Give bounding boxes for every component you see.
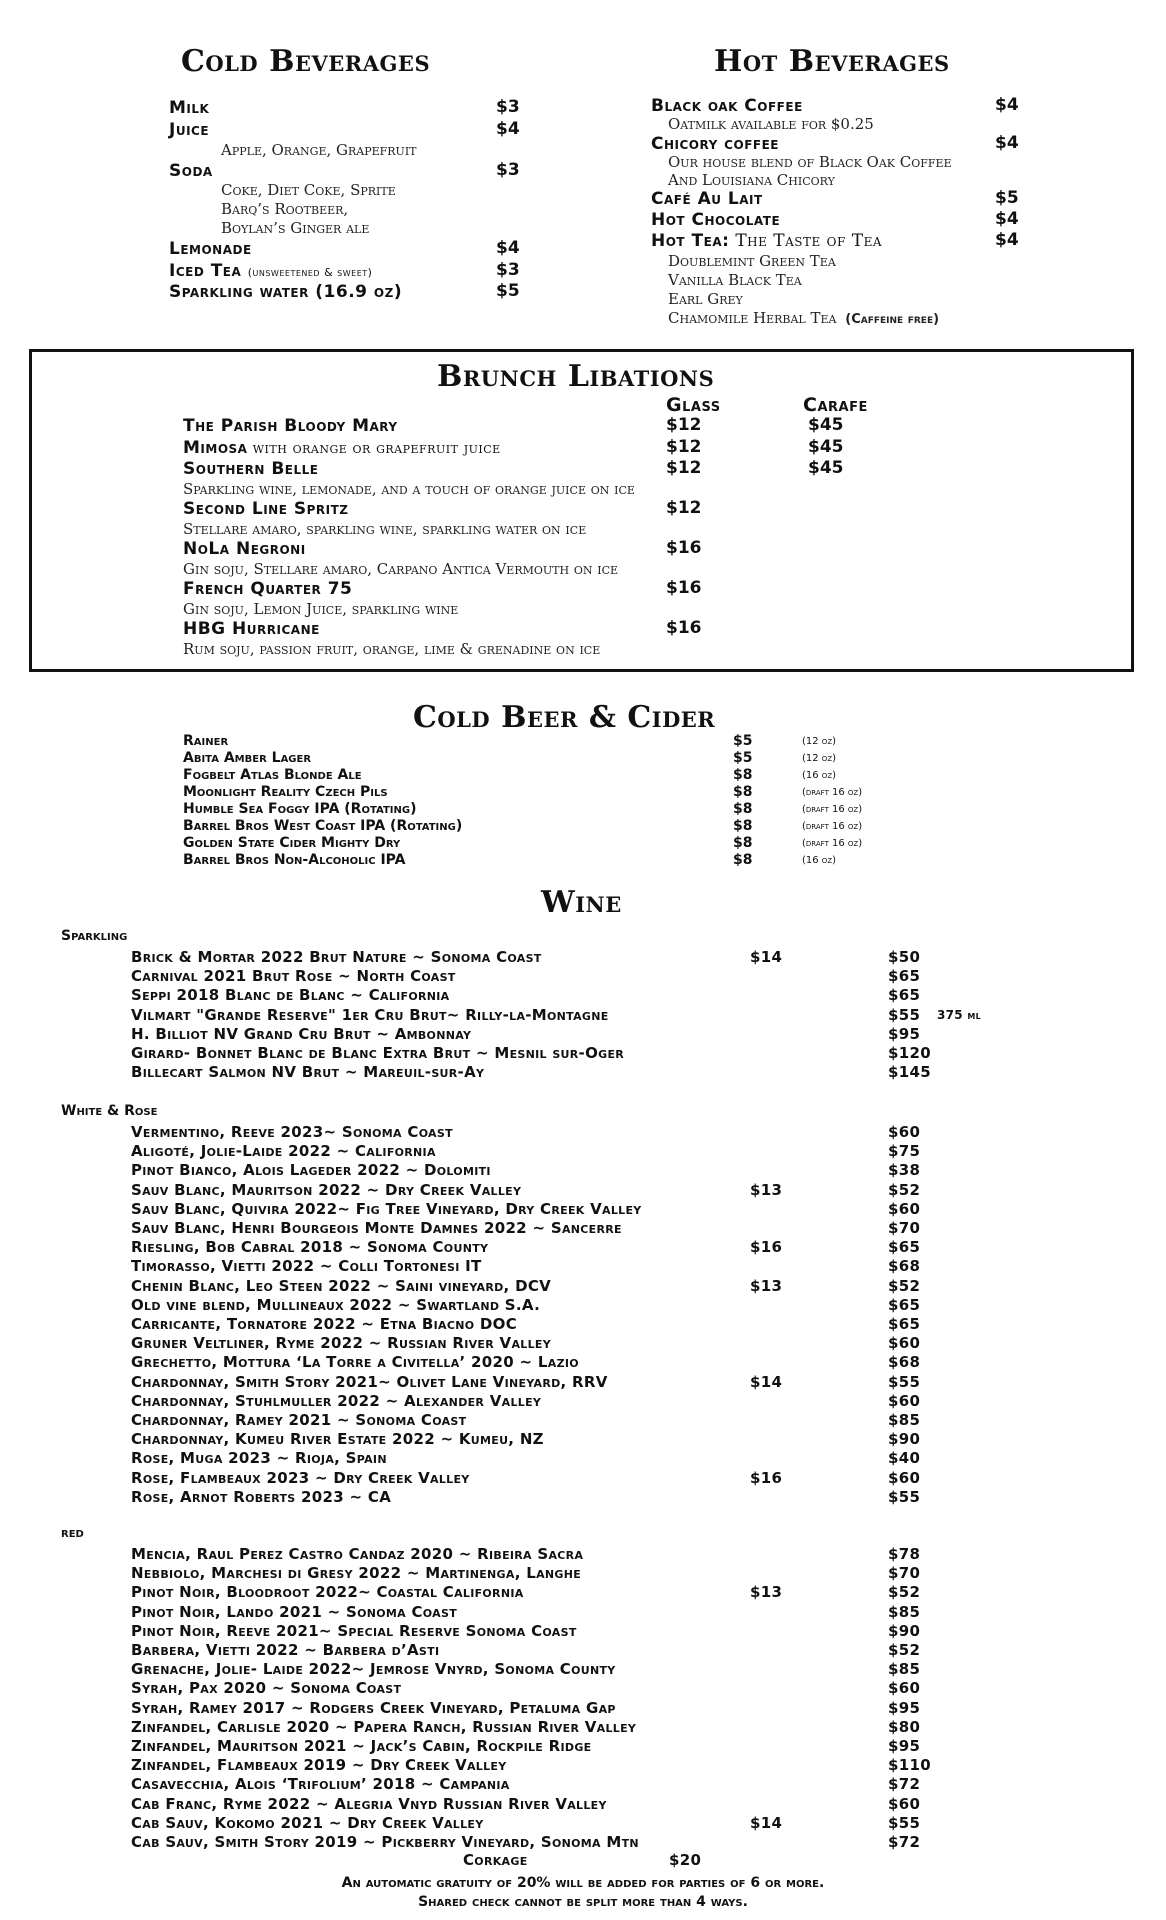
wine-item-name: Mencia, Raul Perez Castro Candaz 2020 ~ Ribeira Sacra [131, 1545, 584, 1563]
cold-soda-sub-2: Barq’s Rootbeer, [221, 200, 349, 218]
wine-item-name: Nebbiolo, Marchesi di Gresy 2022 ~ Martinenga, Langhe [131, 1564, 582, 1582]
wine-bottle-price: $55 [888, 1488, 921, 1506]
wine-size-note: 375 ml [937, 1008, 982, 1022]
brunch-carafe-mimosa: $45 [808, 437, 844, 457]
beer-size: (12 oz) [802, 753, 837, 764]
cold-item-lemonade: Lemonade [169, 239, 252, 259]
wine-glass-price: $13 [750, 1181, 783, 1199]
cold-juice-sub: Apple, Orange, Grapefruit [221, 141, 417, 159]
brunch-item-bloody-mary: The Parish Bloody Mary [183, 416, 398, 436]
brunch-glass-second-line: $12 [666, 498, 702, 518]
hot-item-chicory: Chicory coffee [651, 134, 779, 154]
wine-bottle-price: $52 [888, 1277, 921, 1295]
wine-glass-price: $16 [750, 1469, 783, 1487]
hot-price-cafe-au-lait: $5 [995, 188, 1019, 208]
hot-tea-brand: The Taste of Tea [729, 231, 883, 251]
wine-bottle-price: $85 [888, 1603, 921, 1621]
wine-bottle-price: $60 [888, 1469, 921, 1487]
hot-tea-sub-4 [668, 309, 939, 327]
wine-bottle-price: $65 [888, 1315, 921, 1333]
beer-size: (draft 16 oz) [802, 787, 863, 798]
hot-black-oak-sub: Oatmilk available for $0.25 [668, 115, 874, 133]
beer-price: $8 [733, 784, 753, 800]
wine-glass-price: $13 [750, 1583, 783, 1601]
wine-bottle-price: $68 [888, 1353, 921, 1371]
wine-glass-price: $14 [750, 948, 783, 966]
mimosa-note: with orange or grapefruit juice [247, 439, 501, 457]
wine-item-name: Girard- Bonnet Blanc de Blanc Extra Brut ~ Mesnil sur-Oger [131, 1044, 625, 1062]
hot-price-chicory: $4 [995, 133, 1019, 153]
beer-size: (12 oz) [802, 736, 837, 747]
wine-item-name: Chardonnay, Kumeu River Estate 2022 ~ Kumeu, NZ [131, 1430, 544, 1448]
wine-item-name: Sauv Blanc, Mauritson 2022 ~ Dry Creek Valley [131, 1181, 522, 1199]
wine-bottle-price: $38 [888, 1161, 921, 1179]
hot-item-hot-tea [651, 231, 882, 251]
beer-size: (draft 16 oz) [802, 821, 863, 832]
wine-item-name: H. Billiot NV Grand Cru Brut ~ Ambonnay [131, 1025, 472, 1043]
hot-item-cafe-au-lait: Café Au Lait [651, 189, 763, 209]
wine-item-name: Pinot Bianco, Alois Lageder 2022 ~ Dolomiti [131, 1161, 491, 1179]
wine-bottle-price: $55 [888, 1814, 921, 1832]
wine-bottle-price: $95 [888, 1025, 921, 1043]
wine-bottle-price: $120 [888, 1044, 931, 1062]
wine-item-name: Carricante, Tornatore 2022 ~ Etna Biacno DOC [131, 1315, 518, 1333]
beer-item: Fogbelt Atlas Blonde Ale [183, 767, 362, 783]
wine-item-name: Seppi 2018 Blanc de Blanc ~ California [131, 986, 450, 1004]
wine-bottle-price: $70 [888, 1564, 921, 1582]
wine-bottle-price: $78 [888, 1545, 921, 1563]
wine-item-name: Syrah, Ramey 2017 ~ Rodgers Creek Vineyard, Petaluma Gap [131, 1699, 616, 1717]
wine-glass-price: $16 [750, 1238, 783, 1256]
wine-item-name: Chardonnay, Ramey 2021 ~ Sonoma Coast [131, 1411, 467, 1429]
wine-item-name: Pinot Noir, Bloodroot 2022~ Coastal California [131, 1583, 524, 1601]
wine-bottle-price: $55 [888, 1006, 921, 1024]
wine-item-name: Cab Sauv, Kokomo 2021 ~ Dry Creek Valley [131, 1814, 484, 1832]
wine-bottle-price: $65 [888, 1238, 921, 1256]
hot-tea-sub-3: Earl Grey [668, 290, 743, 308]
wine-bottle-price: $50 [888, 948, 921, 966]
brunch-carafe-southern-belle: $45 [808, 458, 844, 478]
corkage-label: Corkage [463, 1851, 528, 1869]
brunch-glass-hbg-hurricane: $16 [666, 618, 702, 638]
wine-bottle-price: $60 [888, 1123, 921, 1141]
hot-tea-sub-2: Vanilla Black Tea [668, 271, 802, 289]
cold-item-juice: Juice [169, 120, 210, 140]
wine-item-name: Casavecchia, Alois ‘Trifolium’ 2018 ~ Campania [131, 1775, 510, 1793]
wine-item-name: Riesling, Bob Cabral 2018 ~ Sonoma County [131, 1238, 489, 1256]
beer-title: Cold Beer & Cider [413, 700, 716, 735]
wine-category-red: red [61, 1525, 84, 1541]
wine-item-name: Old vine blend, Mullineaux 2022 ~ Swartland S.A. [131, 1296, 541, 1314]
wine-bottle-price: $70 [888, 1219, 921, 1237]
wine-category-sparkling: Sparkling [61, 928, 128, 944]
wine-bottle-price: $52 [888, 1641, 921, 1659]
wine-item-name: Zinfandel, Flambeaux 2019 ~ Dry Creek Valley [131, 1756, 507, 1774]
wine-bottle-price: $60 [888, 1679, 921, 1697]
hot-item-hot-chocolate: Hot Chocolate [651, 210, 781, 230]
beer-price: $8 [733, 852, 753, 868]
carafe-column-header: Carafe [803, 394, 868, 416]
cold-price-soda: $3 [496, 160, 520, 180]
wine-item-name: Sauv Blanc, Quivira 2022~ Fig Tree Vineyard, Dry Creek Valley [131, 1200, 642, 1218]
wine-item-name: Cab Sauv, Smith Story 2019 ~ Pickberry Vineyard, Sonoma Mtn [131, 1833, 639, 1851]
wine-glass-price: $14 [750, 1373, 783, 1391]
cold-price-sparkling-water: $5 [496, 281, 520, 301]
wine-item-name: Cab Franc, Ryme 2022 ~ Alegria Vnyd Russian River Valley [131, 1795, 607, 1813]
wine-item-name: Rose, Muga 2023 ~ Rioja, Spain [131, 1449, 387, 1467]
wine-title: Wine [541, 885, 622, 920]
beer-price: $8 [733, 818, 753, 834]
wine-bottle-price: $60 [888, 1795, 921, 1813]
beer-item: Humble Sea Foggy IPA (Rotating) [183, 801, 417, 817]
brunch-title: Brunch Libations [437, 359, 715, 394]
wine-item-name: Vermentino, Reeve 2023~ Sonoma Coast [131, 1123, 453, 1141]
wine-item-name: Gruner Veltliner, Ryme 2022 ~ Russian River Valley [131, 1334, 551, 1352]
beer-price: $8 [733, 767, 753, 783]
wine-item-name: Vilmart "Grande Reserve" 1er Cru Brut~ Rilly-la-Montagne [131, 1006, 609, 1024]
wine-item-name: Pinot Noir, Reeve 2021~ Special Reserve Sonoma Coast [131, 1622, 577, 1640]
split-check-note: Shared check cannot be split more than 4 ways. [418, 1894, 748, 1910]
wine-bottle-price: $40 [888, 1449, 921, 1467]
hot-chicory-sub-2: And Louisiana Chicory [668, 171, 835, 189]
wine-item-name: Sauv Blanc, Henri Bourgeois Monte Damnes 2022 ~ Sancerre [131, 1219, 622, 1237]
wine-bottle-price: $85 [888, 1660, 921, 1678]
wine-item-name: Zinfandel, Mauritson 2021 ~ Jack’s Cabin, Rockpile Ridge [131, 1737, 592, 1755]
wine-bottle-price: $75 [888, 1142, 921, 1160]
cold-beverages-title: Cold Beverages [181, 44, 431, 79]
wine-item-name: Timorasso, Vietti 2022 ~ Colli Tortonesi IT [131, 1257, 482, 1275]
beer-item: Rainer [183, 733, 229, 749]
hot-item-black-oak: Black oak Coffee [651, 96, 803, 116]
brunch-desc-hbg-hurricane: Rum soju, passion fruit, orange, lime & grenadine on ice [183, 640, 601, 658]
beer-item: Moonlight Reality Czech Pils [183, 784, 388, 800]
cold-price-milk: $3 [496, 97, 520, 117]
wine-bottle-price: $95 [888, 1699, 921, 1717]
beer-item: Abita Amber Lager [183, 750, 312, 766]
wine-item-name: Syrah, Pax 2020 ~ Sonoma Coast [131, 1679, 402, 1697]
cold-price-lemonade: $4 [496, 238, 520, 258]
wine-item-name: Rose, Arnot Roberts 2023 ~ CA [131, 1488, 392, 1506]
beer-item: Barrel Bros Non-Alcoholic IPA [183, 852, 406, 868]
wine-item-name: Zinfandel, Carlisle 2020 ~ Papera Ranch, Russian River Valley [131, 1718, 637, 1736]
wine-item-name: Brick & Mortar 2022 Brut Nature ~ Sonoma Coast [131, 948, 542, 966]
cold-item-milk: Milk [169, 98, 210, 118]
wine-bottle-price: $65 [888, 986, 921, 1004]
wine-bottle-price: $110 [888, 1756, 931, 1774]
cold-price-iced-tea: $3 [496, 260, 520, 280]
brunch-glass-french-quarter: $16 [666, 578, 702, 598]
brunch-desc-second-line: Stellare amaro, sparkling wine, sparkling water on ice [183, 520, 587, 538]
wine-item-name: Chardonnay, Stuhlmuller 2022 ~ Alexander Valley [131, 1392, 542, 1410]
brunch-item-southern-belle: Southern Belle [183, 459, 319, 479]
glass-column-header: Glass [666, 394, 721, 416]
wine-bottle-price: $65 [888, 1296, 921, 1314]
hot-price-hot-chocolate: $4 [995, 209, 1019, 229]
wine-item-name: Aligoté, Jolie-Laide 2022 ~ California [131, 1142, 436, 1160]
cold-soda-sub-3: Boylan’s Ginger ale [221, 219, 370, 237]
wine-glass-price: $14 [750, 1814, 783, 1832]
wine-bottle-price: $72 [888, 1775, 921, 1793]
wine-bottle-price: $55 [888, 1373, 921, 1391]
caffeine-free-note: (Caffeine free) [845, 312, 940, 327]
wine-bottle-price: $52 [888, 1583, 921, 1601]
corkage-price: $20 [669, 1851, 702, 1869]
hot-beverages-title: Hot Beverages [714, 44, 950, 79]
beer-size: (16 oz) [802, 855, 837, 866]
beer-price: $5 [733, 750, 753, 766]
beer-price: $8 [733, 835, 753, 851]
cold-item-sparkling-water: Sparkling water (16.9 oz) [169, 282, 403, 302]
cold-price-juice: $4 [496, 119, 520, 139]
wine-bottle-price: $60 [888, 1392, 921, 1410]
wine-category-white-rose: White & Rose [61, 1103, 158, 1119]
hot-tea-label: Hot Tea: [651, 231, 730, 251]
brunch-glass-southern-belle: $12 [666, 458, 702, 478]
brunch-item-mimosa [183, 438, 501, 458]
wine-item-name: Chardonnay, Smith Story 2021~ Olivet Lane Vineyard, RRV [131, 1373, 608, 1391]
wine-bottle-price: $95 [888, 1737, 921, 1755]
brunch-glass-mimosa: $12 [666, 437, 702, 457]
wine-bottle-price: $72 [888, 1833, 921, 1851]
iced-tea-note: (unsweetened & sweet) [247, 266, 373, 279]
wine-bottle-price: $90 [888, 1622, 921, 1640]
wine-item-name: Grenache, Jolie- Laide 2022~ Jemrose Vnyrd, Sonoma County [131, 1660, 616, 1678]
wine-item-name: Chenin Blanc, Leo Steen 2022 ~ Saini vineyard, DCV [131, 1277, 552, 1295]
wine-item-name: Barbera, Vietti 2022 ~ Barbera d’Asti [131, 1641, 440, 1659]
brunch-desc-french-quarter: Gin soju, Lemon Juice, sparkling wine [183, 600, 459, 618]
brunch-desc-nola-negroni: Gin soju, Stellare amaro, Carpano Antica Vermouth on ice [183, 560, 619, 578]
wine-bottle-price: $65 [888, 967, 921, 985]
brunch-glass-nola-negroni: $16 [666, 538, 702, 558]
beer-size: (draft 16 oz) [802, 804, 863, 815]
wine-item-name: Carnival 2021 Brut Rose ~ North Coast [131, 967, 456, 985]
brunch-carafe-bloody-mary: $45 [808, 415, 844, 435]
brunch-item-nola-negroni: NoLa Negroni [183, 539, 306, 559]
wine-bottle-price: $80 [888, 1718, 921, 1736]
beer-price: $5 [733, 733, 753, 749]
wine-bottle-price: $60 [888, 1200, 921, 1218]
wine-bottle-price: $85 [888, 1411, 921, 1429]
hot-tea-sub-1: Doublemint Green Tea [668, 252, 836, 270]
iced-tea-label: Iced Tea [169, 261, 242, 281]
beer-item: Golden State Cider Mighty Dry [183, 835, 401, 851]
brunch-item-hbg-hurricane: HBG Hurricane [183, 619, 320, 639]
gratuity-note: An automatic gratuity of 20% will be added for parties of 6 or more. [341, 1875, 825, 1891]
hot-price-black-oak: $4 [995, 95, 1019, 115]
wine-bottle-price: $145 [888, 1063, 931, 1081]
hot-price-hot-tea: $4 [995, 230, 1019, 250]
hot-chicory-sub-1: Our house blend of Black Oak Coffee [668, 153, 952, 171]
wine-glass-price: $13 [750, 1277, 783, 1295]
cold-item-soda: Soda [169, 161, 213, 181]
wine-bottle-price: $90 [888, 1430, 921, 1448]
cold-item-iced-tea [169, 261, 372, 281]
brunch-glass-bloody-mary: $12 [666, 415, 702, 435]
wine-item-name: Grechetto, Mottura ‘La Torre a Civitella’ 2020 ~ Lazio [131, 1353, 579, 1371]
brunch-desc-southern-belle: Sparkling wine, lemonade, and a touch of orange juice on ice [183, 480, 635, 498]
brunch-item-second-line: Second Line Spritz [183, 499, 349, 519]
cold-soda-sub-1: Coke, Diet Coke, Sprite [221, 181, 396, 199]
beer-size: (16 oz) [802, 770, 837, 781]
wine-item-name: Billecart Salmon NV Brut ~ Mareuil-sur-Ay [131, 1063, 485, 1081]
wine-bottle-price: $52 [888, 1181, 921, 1199]
beer-price: $8 [733, 801, 753, 817]
beer-item: Barrel Bros West Coast IPA (Rotating) [183, 818, 463, 834]
brunch-item-french-quarter: French Quarter 75 [183, 579, 353, 599]
wine-item-name: Rose, Flambeaux 2023 ~ Dry Creek Valley [131, 1469, 470, 1487]
wine-bottle-price: $68 [888, 1257, 921, 1275]
beer-size: (draft 16 oz) [802, 838, 863, 849]
hot-tea-chamomile: Chamomile Herbal Tea [668, 309, 837, 327]
wine-item-name: Pinot Noir, Lando 2021 ~ Sonoma Coast [131, 1603, 457, 1621]
mimosa-label: Mimosa [183, 438, 248, 458]
wine-bottle-price: $60 [888, 1334, 921, 1352]
